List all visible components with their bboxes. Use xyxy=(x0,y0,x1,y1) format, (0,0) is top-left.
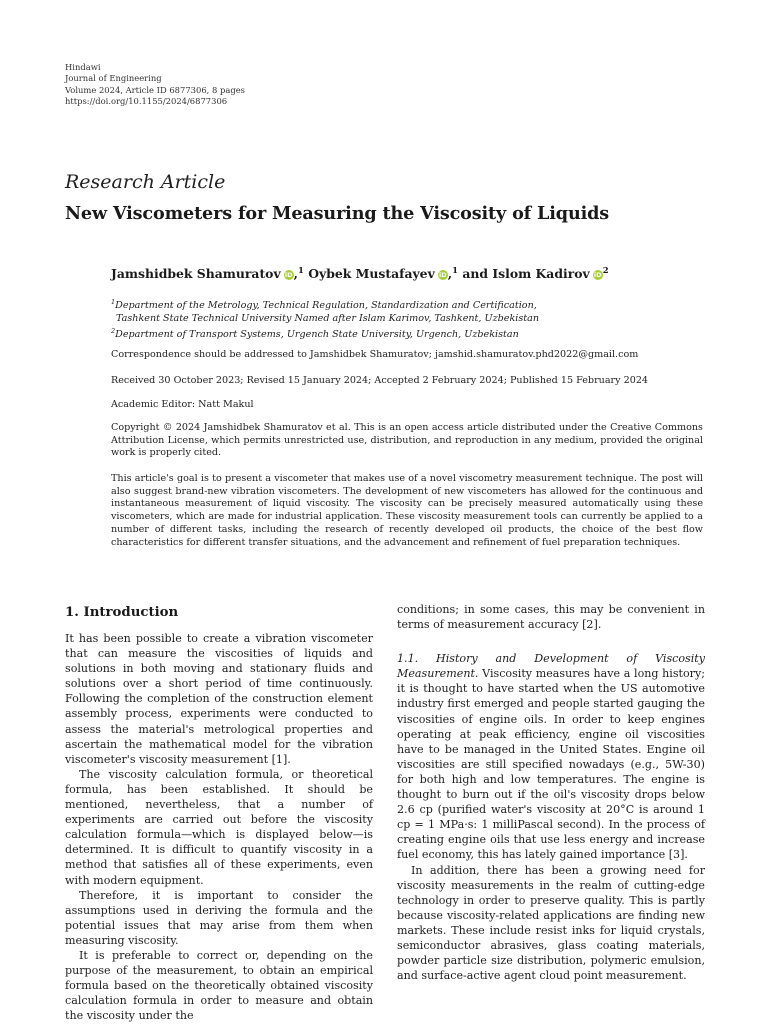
subsection-heading: 1.1. History and Development of Viscosity Measurement. xyxy=(397,652,705,681)
author-name[interactable]: Jamshidbek Shamuratov xyxy=(111,266,281,282)
affiliation-1-cont: Tashkent State Technical University Named after Islam Karimov, Tashkent, Uzbekistan xyxy=(116,313,540,325)
author-separator: , xyxy=(293,266,298,282)
author-list xyxy=(111,266,609,281)
paragraph: The viscosity calculation formula, or theoretical formula, has been established. It should be mentioned, nevertheless, that a number of experiments are carried out before the viscosity calculation formula—which is displayed below—is determined. It is difficult to quantify viscosity in a method that satisfies all of these experiments, even with modern equipment. xyxy=(65,767,373,887)
affiliation-mark: 2 xyxy=(111,327,116,336)
volume-info: Volume 2024, Article ID 6877306, 8 pages xyxy=(65,84,245,95)
author-name[interactable]: Islom Kadirov xyxy=(492,266,590,282)
paragraph: It has been possible to create a vibration viscometer that can measure the viscosities of liquids and solutions in both moving and stationary fluids and solutions over a short period of time continuously. Following the completion of the construction element assembly process, experiments were conducted to assess the material's metrological properties and ascertain the mathematical model for the vibration viscometer's viscosity measurement [1]. xyxy=(65,632,373,766)
paragraph: Therefore, it is important to consider the assumptions used in deriving the formula and the potential issues that may arise from them when measuring viscosity. xyxy=(65,888,373,947)
article-type: Research Article xyxy=(65,171,226,193)
journal-name: Journal of Engineering xyxy=(65,73,162,84)
journal-header xyxy=(65,62,245,108)
doi-link[interactable]: https://doi.org/10.1155/2024/6877306 xyxy=(65,96,228,107)
paragraph: conditions; in some cases, this may be convenient in terms of measurement accuracy [2]. xyxy=(397,603,705,632)
academic-editor: Academic Editor: Natt Makul xyxy=(111,399,254,410)
author-conjunction: and xyxy=(462,266,493,282)
author-name[interactable]: Oybek Mustafayev xyxy=(308,266,435,282)
article-title: New Viscometers for Measuring the Viscosity of Liquids xyxy=(65,203,610,224)
orcid-icon[interactable]: iD xyxy=(438,271,447,280)
paragraph: In addition, there has been a growing need for viscosity measurements in the realm of cutting-edge technology in order to preserve quality. This is partly because viscosity-related applications are finding new markets. These include resist inks for liquid crystals, semiconductor abrasives, glass coating materials, powder particle size distribution, polymeric emulsion, and surface-active agent cloud point measurement. xyxy=(397,863,705,983)
subsection-paragraph xyxy=(397,651,705,862)
orcid-icon[interactable]: iD xyxy=(284,271,293,280)
affiliation-1: Department of the Metrology, Technical Regulation, Standardization and Certification, xyxy=(115,300,537,312)
author-affiliation-mark: 1 xyxy=(297,266,304,276)
affiliations xyxy=(111,296,539,341)
abstract: This article's goal is to present a viscometer that makes use of a novel viscometry measurement technique. The post will also suggest brand-new vibration viscometers. The development of new viscometers has allowed for the continuous and instantaneous measurement of liquid viscosity. The viscosity can be precisely measured automatically using these viscometers, which are made for industrial application. These viscosity measurement tools can currently be applied to a number of different tasks, including the research of recently developed oil products, the choice of the best flow characteristics for different transfer situations, and the advancement and refinement of fuel preparation techniques. xyxy=(111,473,703,548)
paragraph-text: Viscosity measures have a long history; it is thought to have started when the US automotive industry first emerged and people started gauging the viscosities of engine oils. In order to keep engines operating at peak efficiency, engine oil viscosities have to be managed in the United States. Engine oil viscosities are still specified nowadays (e.g., 5W-30) for both high and low temperatures. The engine is thought to burn out if the oil's viscosity drops below 2.6 cp (purified water's viscosity at 20°C is around 1 cp = 1 MPa·s: 1 milliPascal second). In the process of creating engine oils that use less energy and increase fuel economy, this has lately gained importance [3]. xyxy=(397,667,705,862)
author-separator: , xyxy=(447,266,453,282)
left-column xyxy=(65,631,373,1023)
publisher-name: Hindawi xyxy=(65,62,101,72)
correspondence: Correspondence should be addressed to Jamshidbek Shamuratov; jamshid.shamuratov.phd2022@gmail.com xyxy=(111,349,639,360)
orcid-icon[interactable]: iD xyxy=(593,271,602,280)
paragraph: It is preferable to correct or, depending on the purpose of the measurement, to obtain an empirical formula based on the theoretically obtained viscosity calculation formula in order to measure and obtain the viscosity under the xyxy=(65,948,373,1023)
author-affiliation-mark: 1 xyxy=(452,266,459,276)
section-heading: 1. Introduction xyxy=(65,605,179,620)
author-affiliation-mark: 2 xyxy=(602,266,609,276)
right-column xyxy=(397,602,705,983)
affiliation-2: Department of Transport Systems, Urgench State University, Urgench, Uzbekistan xyxy=(115,329,519,341)
affiliation-mark: 1 xyxy=(111,298,116,306)
publication-dates: Received 30 October 2023; Revised 15 January 2024; Accepted 2 February 2024; Published 15 February 2024 xyxy=(111,375,649,386)
copyright-notice: Copyright © 2024 Jamshidbek Shamuratov et al. This is an open access article distributed under the Creative Commons Attribution License, which permits unrestricted use, distribution, and reproduction in any medium, provided the original work is properly cited. xyxy=(111,422,703,459)
